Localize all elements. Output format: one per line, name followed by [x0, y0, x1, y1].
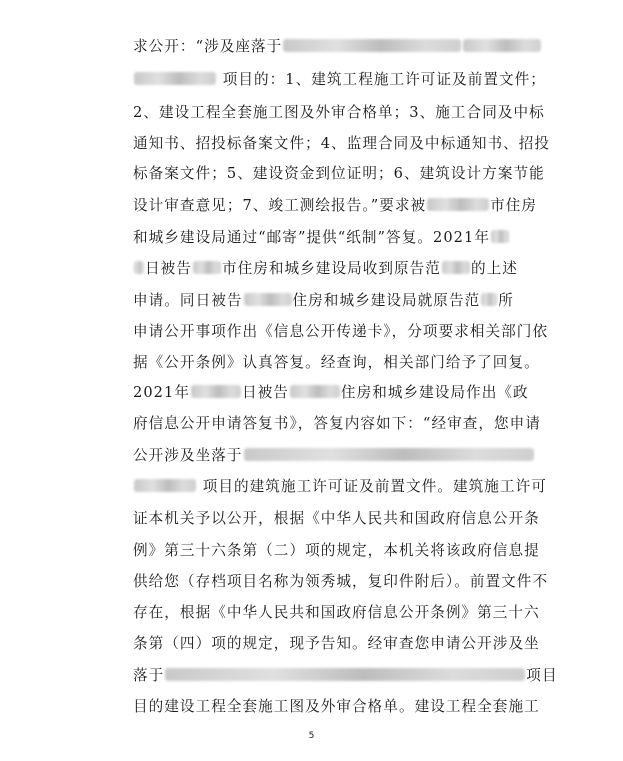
redaction	[283, 39, 461, 52]
page-number: 5	[308, 731, 315, 741]
text-line: 2021年 日被告 住房和城乡建设局作出《政	[133, 384, 529, 401]
redaction	[244, 448, 534, 461]
text-line: 标备案文件；5、建设资金到位证明；6、建筑设计方案节能	[133, 165, 545, 182]
redaction	[134, 479, 196, 492]
redaction	[193, 261, 221, 274]
text-line: 设计审查意见；7、竣工测绘报告。”要求被 市住房	[133, 197, 538, 214]
text-line: 证本机关予以公开，根据《中华人民共和国政府信息公开条	[133, 510, 540, 527]
text-line: 条第（四）项的规定，现予告知。经审查您申请公开涉及坐	[133, 635, 540, 652]
redaction	[134, 72, 216, 85]
redaction	[442, 261, 470, 274]
text-line: 日被告 市住房和城乡建设局收到原告范 的上述	[133, 259, 563, 279]
redaction	[290, 385, 340, 398]
redaction	[481, 293, 497, 306]
text-line: 落于 项目	[133, 667, 558, 684]
text-line: 公开涉及坐落于	[133, 446, 563, 466]
text-line: 存在，根据《中华人民共和国政府信息公开条例》第三十六	[133, 604, 540, 621]
text-line: 目的建设工程全套施工图及外审合格单。建设工程全套施工	[133, 698, 540, 715]
text-line: 项目的：1、建筑工程施工许可证及前置文件；	[133, 70, 563, 90]
redaction	[134, 261, 144, 274]
redaction	[165, 668, 525, 681]
text-line: 申请公开事项作出《信息公开传递卡》，分项要求相关部门依	[133, 323, 549, 340]
text-line: 项目的建筑施工许可证及前置文件。建筑施工许可	[133, 477, 563, 497]
text-line: 府信息公开申请答复书》，答复内容如下：“经审查，您申请	[133, 415, 541, 432]
text-line: 供给您（存档项目名称为领秀城，复印件附后）。前置文件不	[133, 573, 549, 590]
text-line: 2、建设工程全套施工图及外审合格单；3、施工合同及中标	[133, 104, 545, 121]
text-line: 通知书、招投标备案文件；4、监理合同及中标通知书、招投	[133, 135, 551, 152]
redaction	[191, 385, 241, 398]
text-line: 例》第三十六条第（二）项的规定，本机关将该政府信息提	[133, 542, 540, 559]
redaction	[244, 293, 292, 306]
redaction	[463, 39, 541, 52]
text-line: 求公开：“涉及座落于	[133, 37, 563, 57]
text-line: 和城乡建设局通过“邮寄”提供“纸制”答复。2021年	[133, 228, 563, 248]
text-line: 申请。同日被告 住房和城乡建设局就原告范 所	[133, 292, 514, 309]
text-line: 据《公开条例》认真答复。经查询，相关部门给予了回复。	[133, 354, 540, 371]
redaction	[427, 198, 489, 211]
redaction	[491, 230, 509, 243]
